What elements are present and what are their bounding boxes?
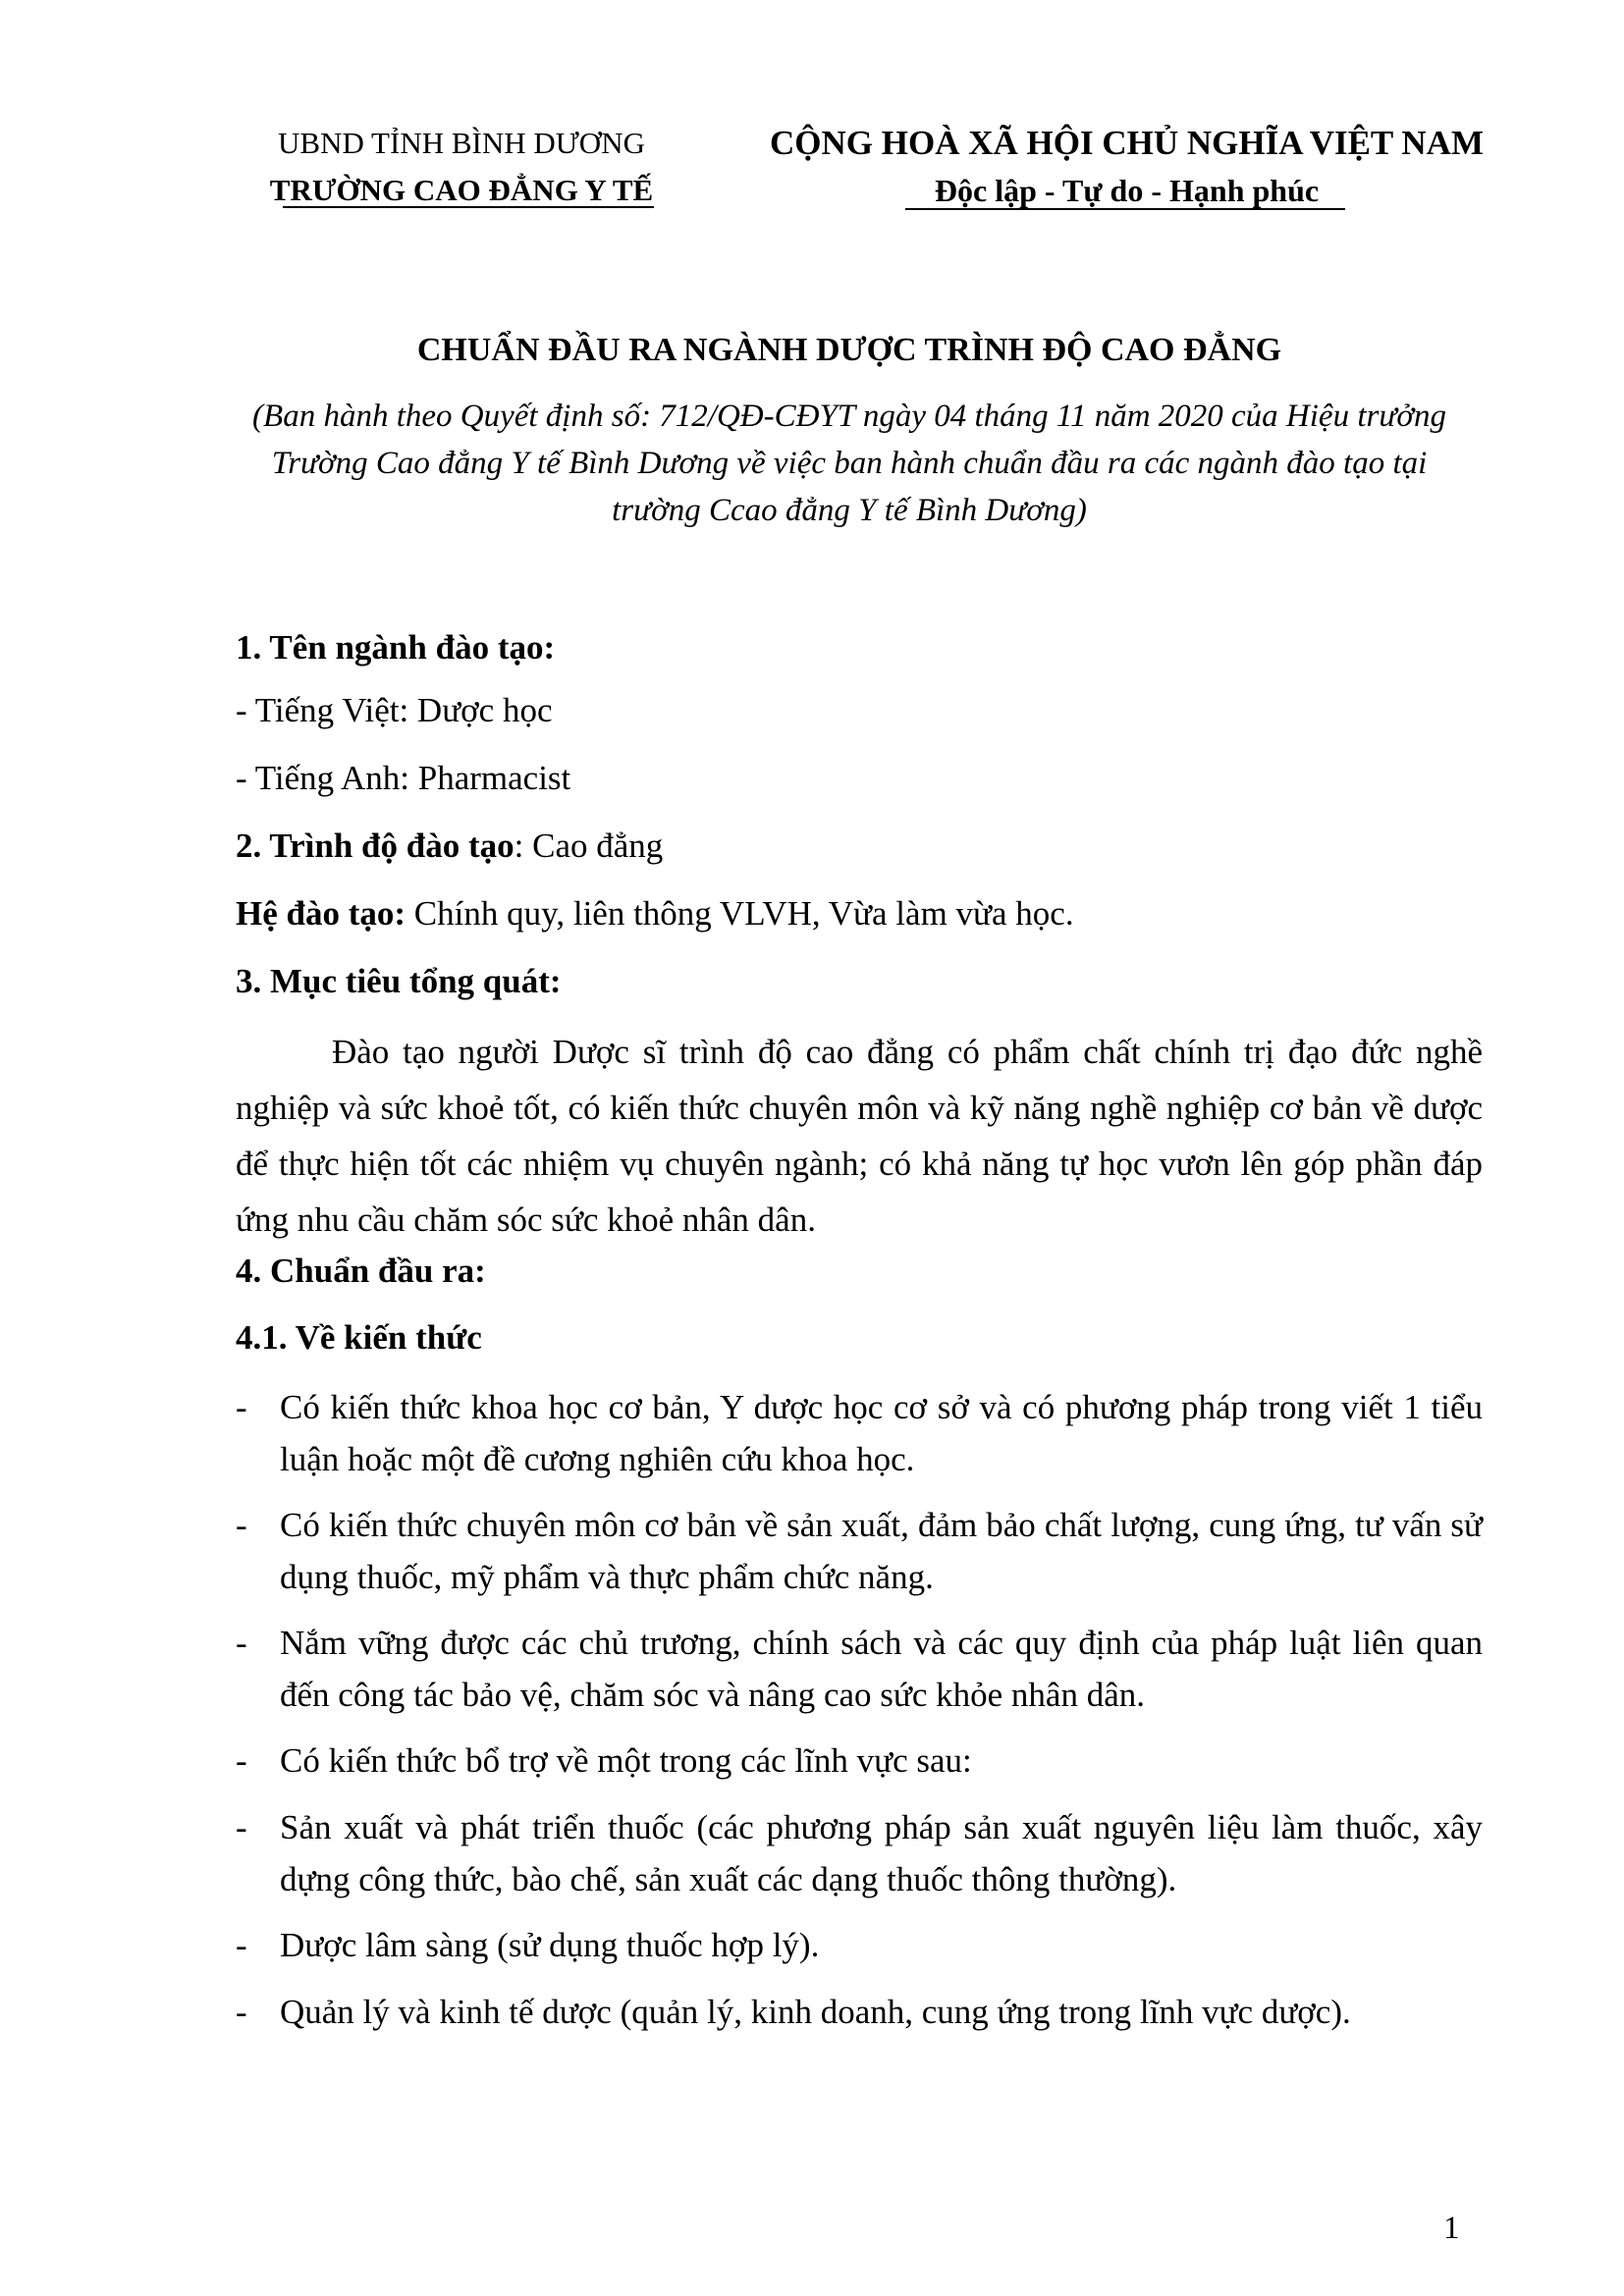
school-name: TRƯỜNG CAO ĐẲNG Y TẾ <box>269 173 654 207</box>
list-item <box>236 1381 1483 1485</box>
list-item <box>236 1499 1483 1603</box>
bullet-dash: - <box>236 1993 247 2031</box>
section-4-heading: 4. Chuẩn đầu ra: <box>236 1252 486 1290</box>
list-item-text: Có kiến thức chuyên môn cơ bản về sản xuất, đảm bảo chất lượng, cung ứng, tư vấn sử dụng thuốc, mỹ phẩm và thực phẩm chức năng. <box>280 1506 1483 1596</box>
list-item <box>236 1617 1483 1721</box>
list-item <box>236 1801 1483 1905</box>
list-item <box>236 1986 1483 2038</box>
list-item-text: Dược lâm sàng (sử dụng thuốc hợp lý). <box>280 1926 820 1964</box>
bullet-dash: - <box>236 1506 247 1544</box>
major-name-vietnamese: - Tiếng Việt: Dược học <box>236 691 553 729</box>
list-item-text: Sản xuất và phát triển thuốc (các phương pháp sản xuất nguyên liệu làm thuốc, xây dựng công thức, bào chế, sản xuất các dạng thuốc thông thường). <box>280 1808 1483 1898</box>
school-underline <box>283 206 654 208</box>
training-level-value: : Cao đẳng <box>514 827 664 865</box>
list-item-text: Quản lý và kinh tế dược (quản lý, kinh doanh, cung ứng trong lĩnh vực dược). <box>280 1993 1351 2031</box>
section-2-line <box>236 823 1483 870</box>
list-item-text: Có kiến thức bổ trợ về một trong các lĩnh vực sau: <box>280 1741 972 1780</box>
training-mode-value: Chính quy, liên thông VLVH, Vừa làm vừa học. <box>406 894 1074 933</box>
section-4-1-heading: 4.1. Về kiến thức <box>236 1318 482 1357</box>
bullet-dash: - <box>236 1388 247 1426</box>
list-item <box>236 1919 1483 1971</box>
nation-name: CỘNG HOÀ XÃ HỘI CHỦ NGHĨA VIỆT NAM <box>770 124 1484 162</box>
org-name: UBND TỈNH BÌNH DƯƠNG <box>278 126 645 160</box>
page-number: 1 <box>1443 2211 1460 2246</box>
bullet-dash: - <box>236 1741 247 1780</box>
motto-underline <box>905 208 1345 210</box>
bullet-dash: - <box>236 1926 247 1964</box>
national-motto: Độc lập - Tự do - Hạnh phúc <box>934 173 1320 208</box>
major-name-english: - Tiếng Anh: Pharmacist <box>236 759 571 797</box>
issuing-authority-block <box>196 120 727 214</box>
bullet-dash: - <box>236 1624 247 1662</box>
list-item-text: Có kiến thức khoa học cơ bản, Y dược học cơ sở và có phương pháp trong viết 1 tiểu luận hoặc một đề cương nghiên cứu khoa học. <box>280 1388 1483 1478</box>
section-2-heading: 2. Trình độ đào tạo <box>236 827 514 865</box>
national-header-block <box>731 120 1522 214</box>
section-1-heading: 1. Tên ngành đào tạo: <box>236 628 556 667</box>
document-title: CHUẨN ĐẦU RA NGÀNH DƯỢC TRÌNH ĐỘ CAO ĐẲNG <box>416 332 1282 368</box>
general-objective-paragraph: Đào tạo người Dược sĩ trình độ cao đẳng có phẩm chất chính trị đạo đức nghề nghiệp và sức khoẻ tốt, có kiến thức chuyên môn và kỹ năng nghề nghiệp cơ bản về dược để thực hiện tốt các nhiệm vụ chuyên ngành; có khả năng tự học vươn lên góp phần đáp ứng nhu cầu chăm sóc sức khoẻ nhân dân. <box>236 1033 1483 1239</box>
bullet-dash: - <box>236 1808 247 1846</box>
list-item-text: Nắm vững được các chủ trương, chính sách và các quy định của pháp luật liên quan đến công tác bảo vệ, chăm sóc và nâng cao sức khỏe nhân dân. <box>280 1624 1483 1714</box>
training-mode-label: Hệ đào tạo: <box>236 894 406 933</box>
section-3-heading: 3. Mục tiêu tổng quát: <box>236 962 562 1000</box>
training-mode-line <box>236 890 1483 937</box>
document-subtitle: (Ban hành theo Quyết định số: 712/QĐ-CĐYT ngày 04 tháng 11 năm 2020 của Hiệu trưởng Trường Cao đẳng Y tế Bình Dương về việc ban hành chuẩn đầu ra các ngành đào tạo tại trường Ccao đẳng Y tế Bình Dương) <box>252 399 1446 528</box>
list-item <box>236 1735 1483 1787</box>
